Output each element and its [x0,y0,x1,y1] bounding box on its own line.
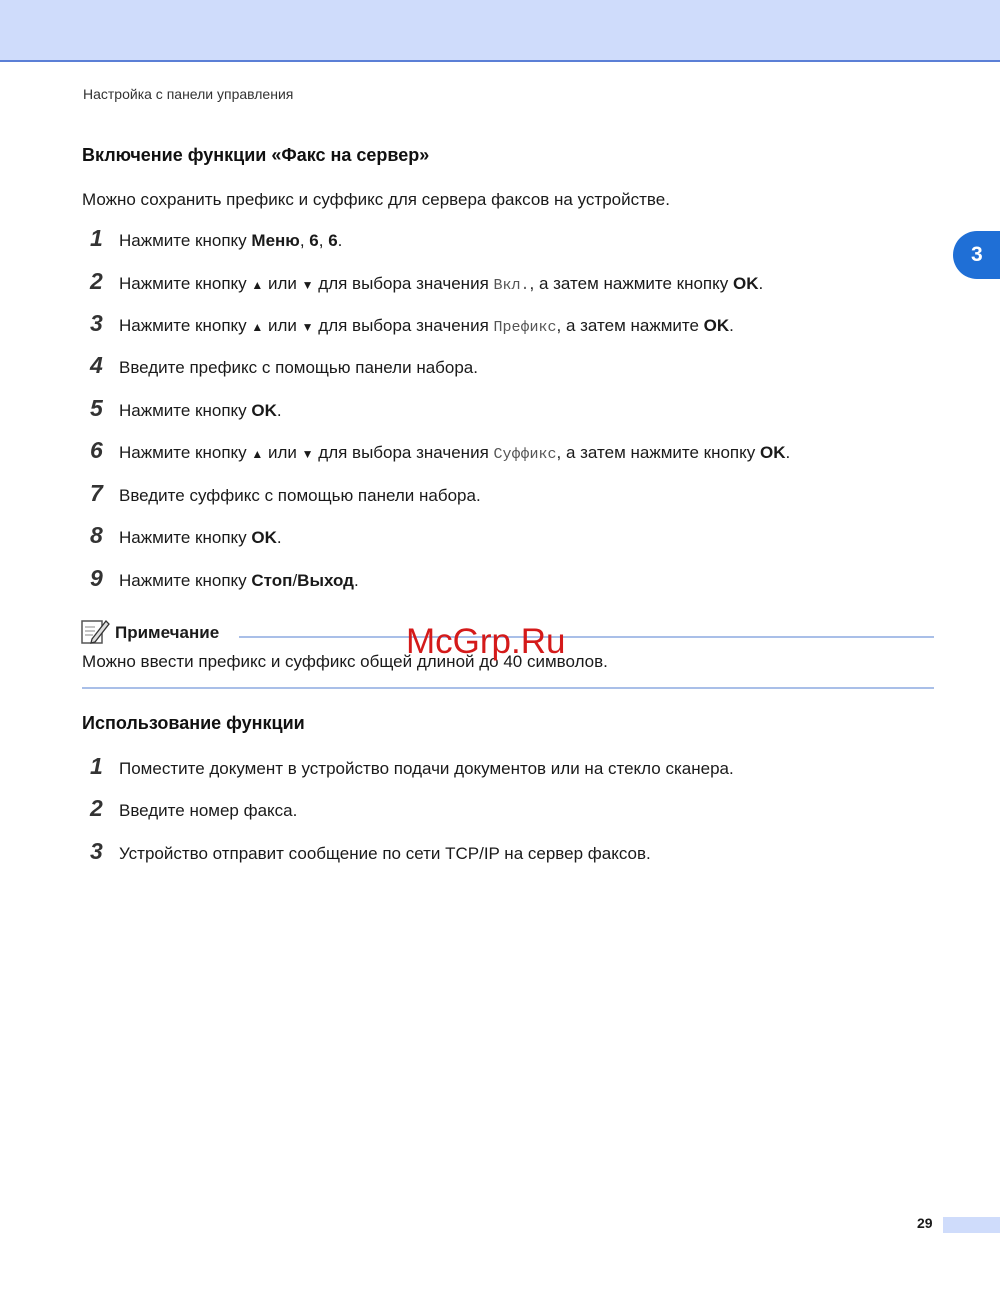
step-text: , а затем нажмите кнопку [556,443,760,462]
separator: , [318,231,329,250]
ok-key-label: OK [251,401,277,420]
period: . [729,316,734,335]
up-arrow-icon: ▲ [251,320,264,334]
breadcrumb: Настройка с панели управления [83,86,294,102]
step-text: Нажмите кнопку [119,401,252,420]
ok-key-label: OK [251,528,277,547]
step-text: Нажмите кнопку [119,231,252,250]
step-text: Введите суффикс с помощью панели набора. [119,486,481,505]
step-text: Нажмите кнопку [119,274,252,293]
period: . [337,231,343,250]
step-text: или [263,274,302,293]
step-number: 5 [90,395,103,421]
step-number: 3 [90,310,103,336]
down-arrow-icon: ▼ [301,320,314,334]
exit-key-label: Выход [297,571,354,590]
separator: , [299,231,310,250]
watermark: McGrp.Ru [406,622,566,661]
step-number: 4 [90,352,103,378]
slash: / [292,571,298,590]
period: . [785,443,791,462]
step-text: Введите номер факса. [119,801,298,820]
step-text: Поместите документ в устройство подачи документов или на стекло сканера. [119,759,734,778]
step-text: для выбора значения [313,274,494,293]
period: . [276,401,282,420]
step-text: или [263,316,302,335]
step-text: или [263,443,302,462]
lcd-value: Вкл. [493,277,530,294]
menu-key-label: Меню [251,231,300,250]
period: . [758,274,764,293]
note-pencil-icon [80,617,110,645]
section-title-enable: Включение функции «Факс на сервер» [82,145,430,165]
step-text: Нажмите кнопку [119,443,252,462]
lcd-value: Префикс [493,319,557,336]
down-arrow-icon: ▼ [301,447,314,461]
header-band [0,0,1000,62]
period: . [276,528,282,547]
chapter-tab[interactable]: 3 [953,231,1000,279]
key-6-label: 6 [328,231,338,250]
step-number: 2 [90,795,103,821]
page-number: 29 [917,1215,933,1231]
step-text: , а затем нажмите [556,316,704,335]
step-text: , а затем нажмите кнопку [529,274,733,293]
ok-key-label: OK [732,274,759,293]
section-intro: Можно сохранить префикс и суффикс для сервера факсов на устройстве. [82,190,670,209]
period: . [353,571,359,590]
step-number: 3 [90,838,103,864]
note-divider-top [239,636,934,638]
page-bar [943,1217,1000,1233]
step-text: для выбора значения [313,443,494,462]
step-number: 7 [90,480,103,506]
lcd-value: Суффикс [493,446,557,463]
step-number: 8 [90,522,103,548]
step-number: 9 [90,565,103,591]
down-arrow-icon: ▼ [301,278,314,292]
step-text: Нажмите кнопку [119,571,252,590]
step-number: 6 [90,437,103,463]
step-number: 1 [90,225,103,251]
step-text: Нажмите кнопку [119,316,252,335]
step-number: 1 [90,753,103,779]
section-title-usage: Использование функции [82,713,305,733]
step-text: Устройство отправит сообщение по сети TCP/IP на сервер факсов. [119,844,651,863]
up-arrow-icon: ▲ [251,278,264,292]
step-text: Введите префикс с помощью панели набора. [119,358,478,377]
note-title: Примечание [115,623,220,642]
step-number: 2 [90,268,103,294]
note-divider-bottom [82,687,934,689]
step-text: Нажмите кнопку [119,528,252,547]
note-text: Можно ввести префикс и суффикс общей длиной до 40 символов. [82,652,608,671]
stop-key-label: Стоп [251,571,293,590]
key-6-label: 6 [309,231,319,250]
ok-key-label: OK [703,316,730,335]
up-arrow-icon: ▲ [251,447,264,461]
ok-key-label: OK [759,443,786,462]
step-text: для выбора значения [313,316,494,335]
